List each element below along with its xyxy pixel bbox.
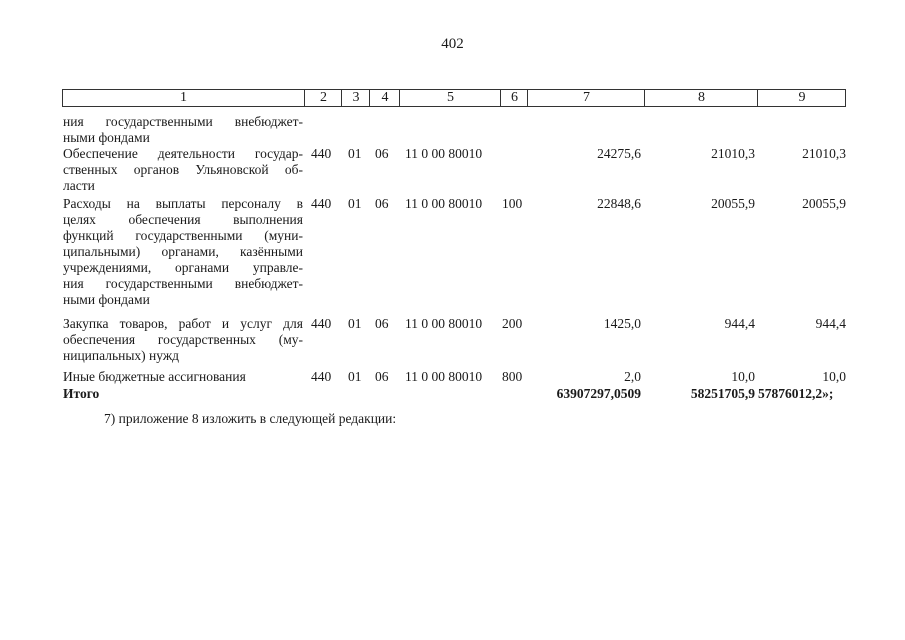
cell-c4: 06 [375, 146, 389, 161]
total-col-8: 58251705,9 [690, 386, 755, 401]
cell-c2: 440 [311, 316, 332, 331]
cell-c8: 944,4 [724, 316, 755, 331]
cell-c9: 21010,3 [802, 146, 846, 161]
description-line: Иные бюджетные ассигнования [63, 369, 246, 384]
table-header [62, 89, 846, 107]
cell-c6: 800 [502, 369, 523, 384]
row-description [63, 146, 303, 194]
cell-c3: 01 [348, 146, 362, 161]
cell-c2: 440 [311, 196, 332, 211]
header-col-5: 5 [399, 90, 501, 106]
description-line: ственных органов Ульяновской об- [63, 162, 303, 177]
cell-c4: 06 [375, 316, 389, 331]
cell-c8: 21010,3 [711, 146, 755, 161]
cell-c6: 200 [502, 316, 523, 331]
cell-c3: 01 [348, 196, 362, 211]
description-line: ными фондами [63, 292, 150, 307]
cell-c6: 100 [502, 196, 523, 211]
row-description [63, 196, 303, 308]
cell-c5: 11 0 00 80010 [405, 196, 483, 211]
row-description [63, 369, 303, 385]
cell-c4: 06 [375, 196, 389, 211]
row-description [63, 316, 303, 364]
cell-c7: 1425,0 [603, 316, 641, 331]
page-number: 402 [441, 36, 464, 52]
cell-c9: 10,0 [822, 369, 846, 384]
header-col-9: 9 [757, 90, 846, 106]
header-col-2: 2 [304, 90, 342, 106]
description-line: целях обеспечения выполнения [63, 212, 303, 227]
description-line: ципальными) органами, казёнными [63, 244, 303, 259]
cell-c2: 440 [311, 369, 332, 384]
description-line: ласти [63, 178, 95, 193]
header-col-6: 6 [500, 90, 528, 106]
cell-c8: 10,0 [731, 369, 755, 384]
description-line: Расходы на выплаты персоналу в [63, 196, 303, 211]
description-line: ния государственными внебюджет- [63, 276, 303, 291]
cell-c4: 06 [375, 369, 389, 384]
total-label: Итого [63, 386, 100, 401]
cell-c9: 944,4 [815, 316, 846, 331]
header-col-7: 7 [527, 90, 645, 106]
cell-c2: 440 [311, 146, 332, 161]
row-description [63, 114, 303, 146]
cell-c5: 11 0 00 80010 [405, 146, 483, 161]
description-line: ния государственными внебюджет- [63, 114, 303, 129]
description-line: учреждениями, органами управле- [63, 260, 303, 275]
header-col-8: 8 [644, 90, 758, 106]
footer-text: 7) приложение 8 изложить в следующей редакции: [104, 411, 397, 426]
description-line: ными фондами [63, 130, 150, 145]
total-col-9: 57876012,2»; [758, 386, 834, 401]
cell-c7: 2,0 [624, 369, 641, 384]
cell-c7: 24275,6 [597, 146, 641, 161]
description-line: Обеспечение деятельности государ- [63, 146, 303, 161]
cell-c8: 20055,9 [711, 196, 755, 211]
description-line: Закупка товаров, работ и услуг для [63, 316, 303, 331]
cell-c3: 01 [348, 316, 362, 331]
total-col-7: 63907297,0509 [556, 386, 641, 401]
header-col-4: 4 [369, 90, 400, 106]
cell-c3: 01 [348, 369, 362, 384]
description-line: ниципальных) нужд [63, 348, 180, 363]
header-col-3: 3 [341, 90, 370, 106]
cell-c7: 22848,6 [597, 196, 641, 211]
description-line: обеспечения государственных (му- [63, 332, 303, 347]
cell-c5: 11 0 00 80010 [405, 316, 483, 331]
cell-c5: 11 0 00 80010 [405, 369, 483, 384]
cell-c9: 20055,9 [802, 196, 846, 211]
description-line: функций государственными (муни- [63, 228, 303, 243]
header-col-1: 1 [180, 90, 187, 105]
